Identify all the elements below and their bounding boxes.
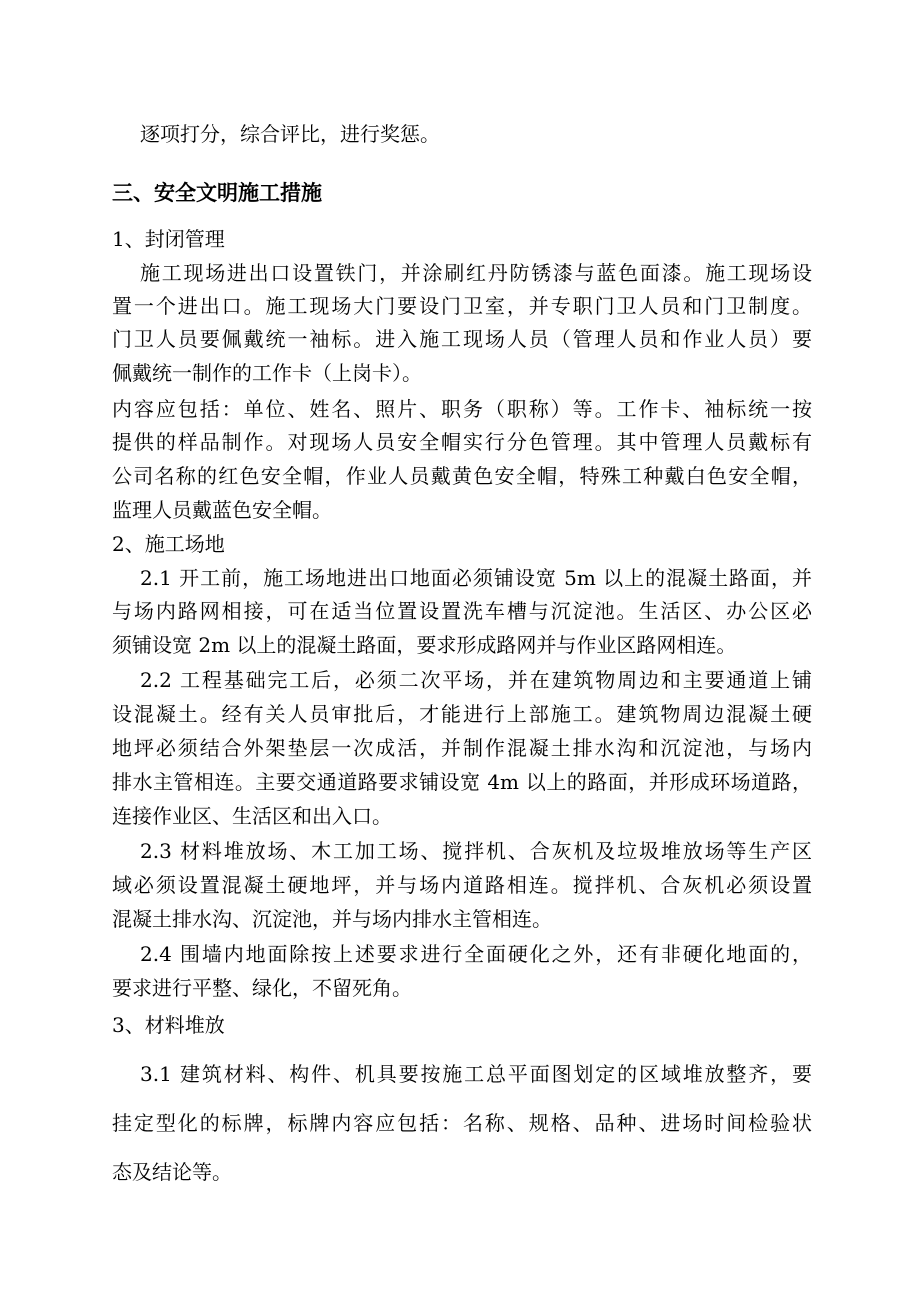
heading-closed-management: 1、封闭管理 xyxy=(112,227,225,251)
text-line: 连接作业区、生活区和出入口。 xyxy=(112,804,392,828)
heading-material-stacking: 3、材料堆放 xyxy=(112,1013,225,1037)
text-line: 监理人员戴蓝色安全帽。 xyxy=(112,498,332,522)
text-line: 须铺设宽 2m 以上的混凝土路面，要求形成路网并与作业区路网相连。 xyxy=(112,633,737,657)
text-line: 门卫人员要佩戴统一袖标。进入施工现场人员（管理人员和作业人员）要 xyxy=(112,327,812,351)
text-line: 地坪必须结合外架垫层一次成活，并制作混凝土排水沟和沉淀池，与场内 xyxy=(112,736,812,760)
text-line: 域必须设置混凝土硬地坪，并与场内道路相连。搅拌机、合灰机必须设置 xyxy=(112,873,812,897)
text-line: 排水主管相连。主要交通道路要求铺设宽 4m 以上的路面，并形成环场道路， xyxy=(112,770,812,794)
text-line: 要求进行平整、绿化，不留死角。 xyxy=(112,976,412,1000)
opening-line: 逐项打分，综合评比，进行奖惩。 xyxy=(140,122,440,146)
section-title: 三、安全文明施工措施 xyxy=(112,181,322,205)
text-line: 提供的样品制作。对现场人员安全帽实行分色管理。其中管理人员戴标有 xyxy=(112,430,812,454)
text-line: 2.4 围墙内地面除按上述要求进行全面硬化之外，还有非硬化地面的， xyxy=(140,942,812,966)
text-line: 2.1 开工前，施工场地进出口地面必须铺设宽 5m 以上的混凝土路面，并 xyxy=(140,566,812,590)
text-line: 佩戴统一制作的工作卡（上岗卡）。 xyxy=(112,361,422,385)
text-line: 施工现场进出口设置铁门，并涂刷红丹防锈漆与蓝色面漆。施工现场设 xyxy=(140,261,812,285)
text-line: 设混凝土。经有关人员审批后，才能进行上部施工。建筑物周边混凝土硬 xyxy=(112,702,812,726)
text-line: 内容应包括：单位、姓名、照片、职务（职称）等。工作卡、袖标统一按 xyxy=(112,397,812,421)
text-line: 置一个进出口。施工现场大门要设门卫室，并专职门卫人员和门卫制度。 xyxy=(112,294,812,318)
text-line: 公司名称的红色安全帽，作业人员戴黄色安全帽，特殊工种戴白色安全帽， xyxy=(112,464,812,488)
text-line: 3.1 建筑材料、构件、机具要按施工总平面图划定的区域堆放整齐，要 xyxy=(140,1062,812,1086)
text-line: 2.3 材料堆放场、木工加工场、搅拌机、合灰机及垃圾堆放场等生产区 xyxy=(140,839,812,863)
text-line: 与场内路网相接，可在适当位置设置洗车槽与沉淀池。生活区、办公区必 xyxy=(112,599,812,623)
heading-construction-site: 2、施工场地 xyxy=(112,532,225,556)
text-line: 挂定型化的标牌，标牌内容应包括：名称、规格、品种、进场时间检验状 xyxy=(112,1111,812,1135)
text-line: 混凝土排水沟、沉淀池，并与场内排水主管相连。 xyxy=(112,907,552,931)
text-line: 2.2 工程基础完工后，必须二次平场，并在建筑物周边和主要通道上铺 xyxy=(140,668,812,692)
text-line: 态及结论等。 xyxy=(112,1160,232,1184)
